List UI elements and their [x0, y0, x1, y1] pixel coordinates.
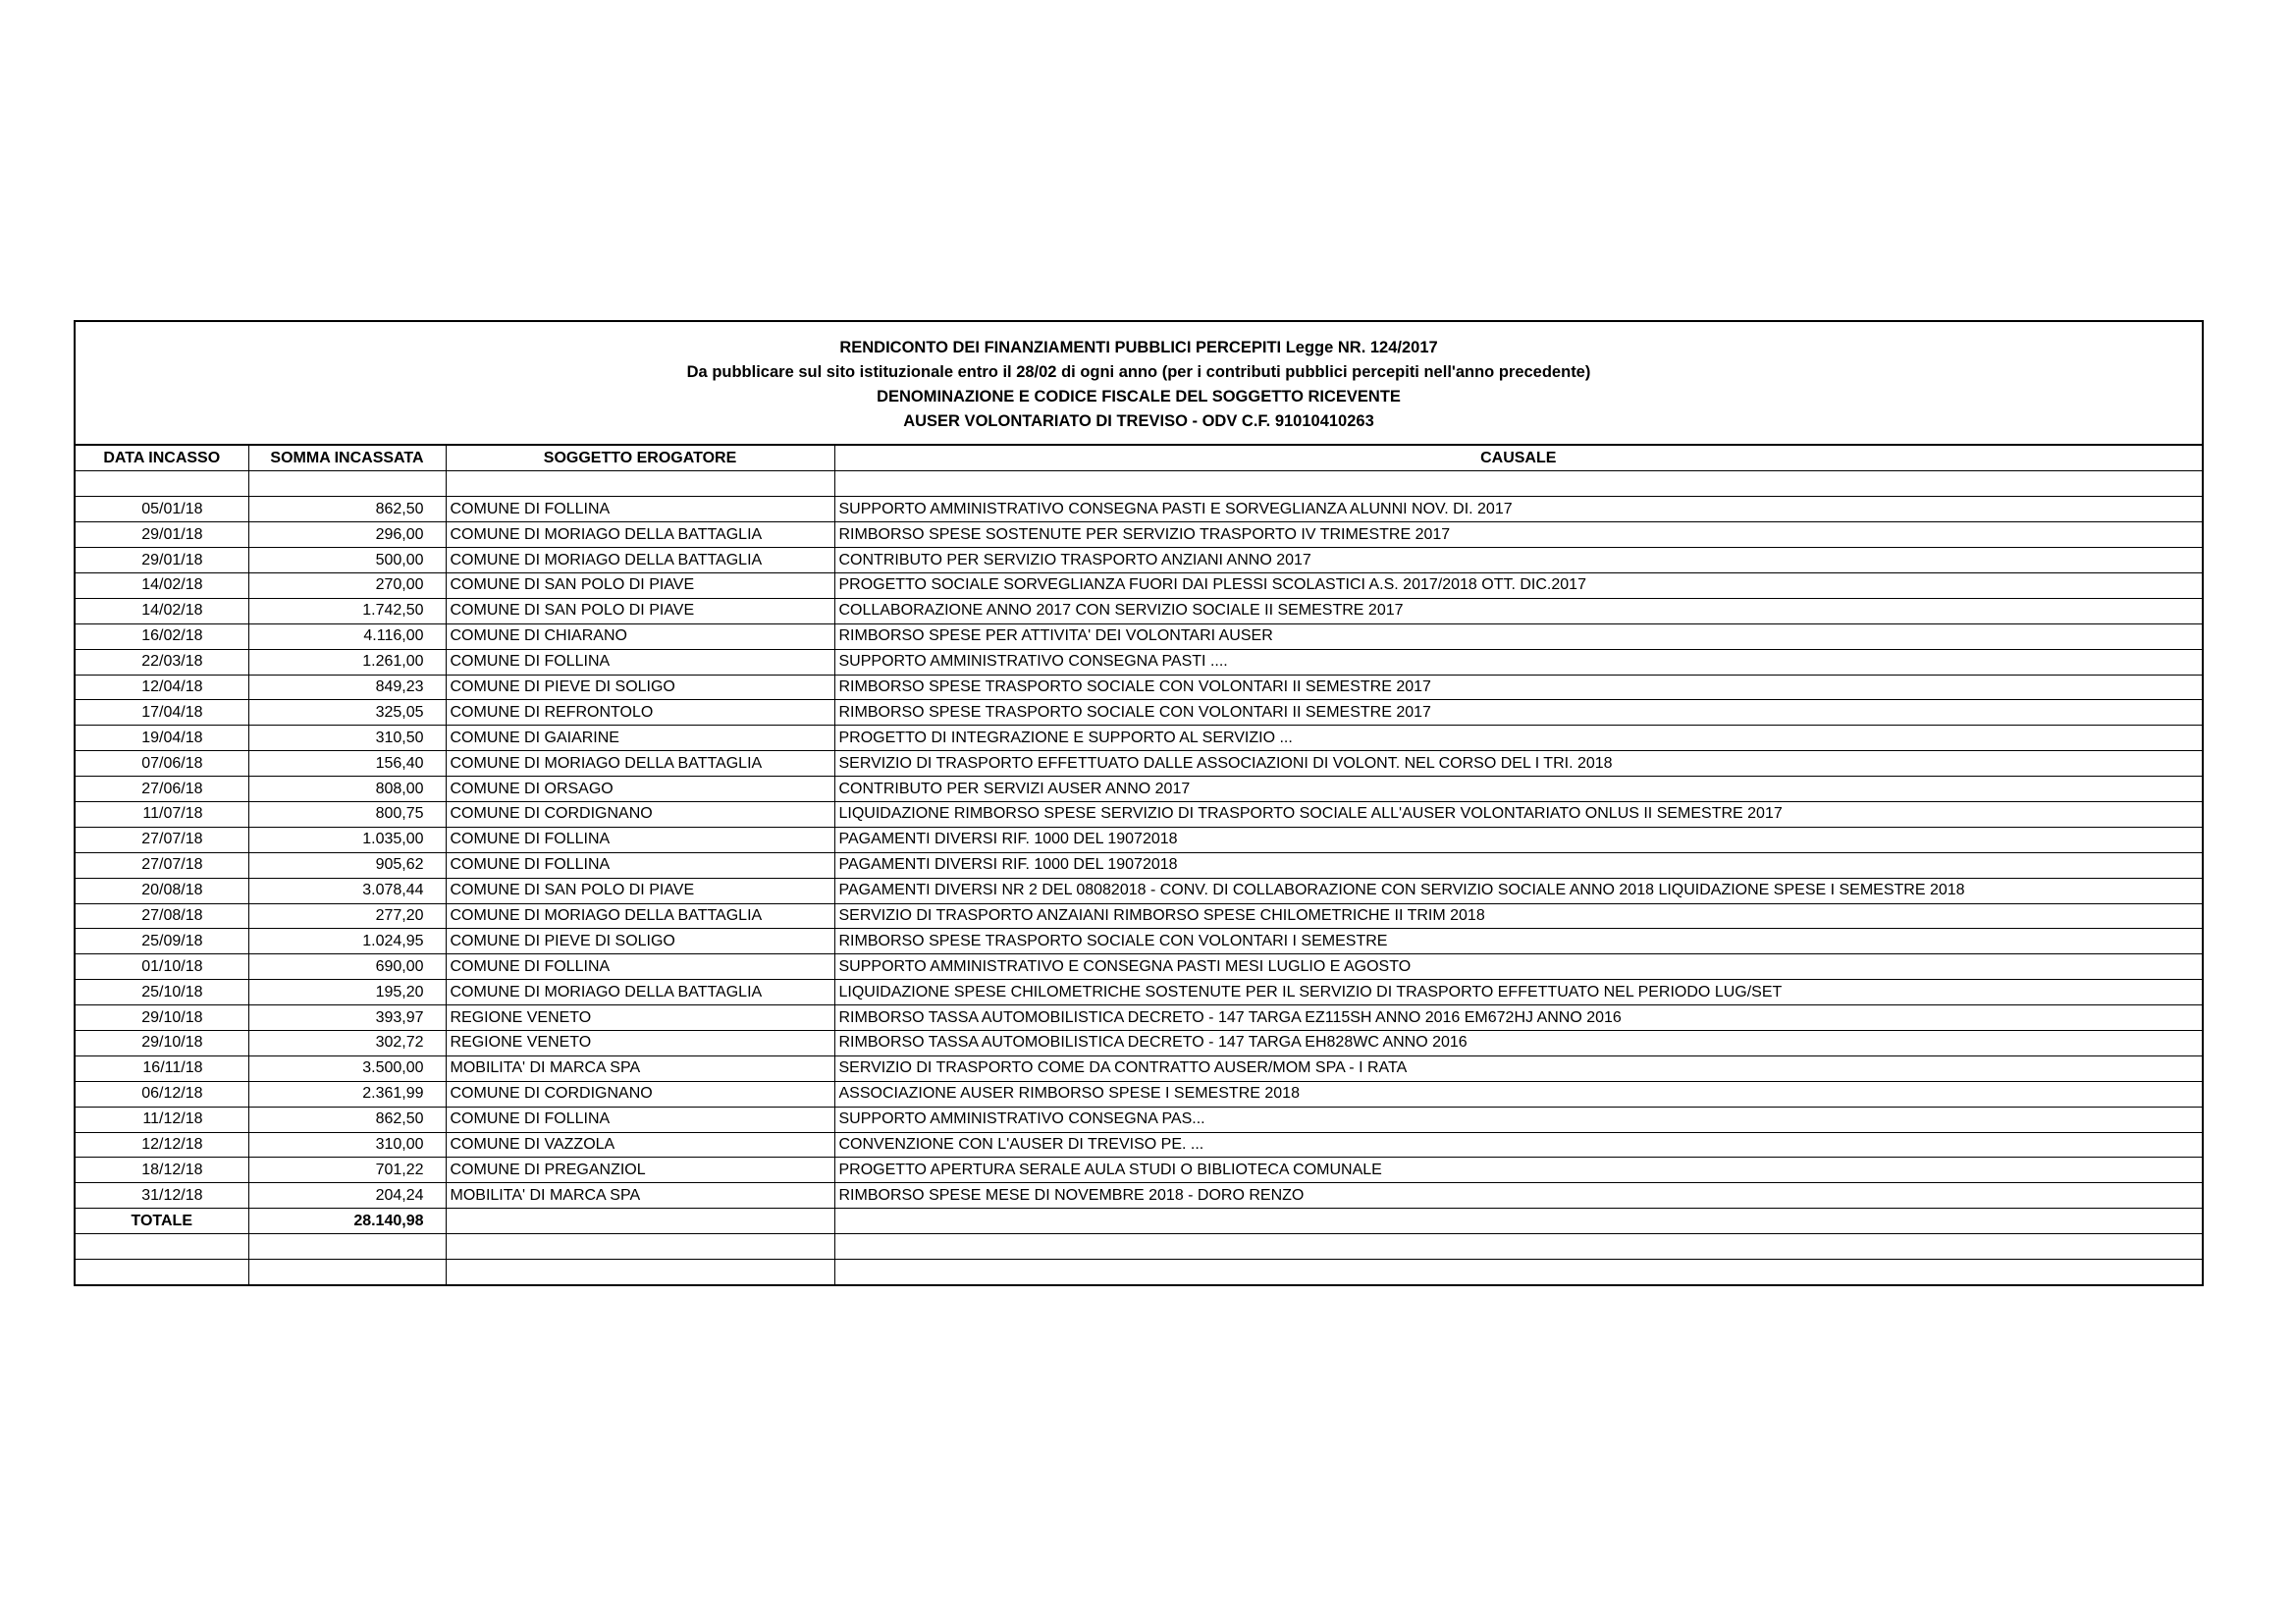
cell-date: 29/01/18: [76, 548, 248, 573]
cell-date: 25/10/18: [76, 980, 248, 1005]
empty-cell: [76, 1234, 248, 1260]
cell-payer: COMUNE DI SAN POLO DI PIAVE: [446, 878, 834, 903]
cell-amount: 1.035,00: [248, 827, 446, 852]
report-header: [76, 322, 2202, 446]
cell-amount: 1.261,00: [248, 649, 446, 675]
cell-amount: 393,97: [248, 1005, 446, 1031]
report-sheet: [74, 320, 2204, 1286]
cell-date: 14/02/18: [76, 598, 248, 623]
cell-reason: RIMBORSO SPESE TRASPORTO SOCIALE CON VOLONTARI II SEMESTRE 2017: [834, 675, 2202, 700]
cell-amount: 905,62: [248, 852, 446, 878]
cell-amount: 2.361,99: [248, 1081, 446, 1107]
cell-date: 27/07/18: [76, 827, 248, 852]
cell-payer: COMUNE DI REFRONTOLO: [446, 700, 834, 726]
table-row: [76, 827, 2202, 852]
empty-cell: [248, 1234, 446, 1260]
table-row: [76, 598, 2202, 623]
cell-amount: 500,00: [248, 548, 446, 573]
table-body: [76, 471, 2202, 1285]
cell-reason: PAGAMENTI DIVERSI RIF. 1000 DEL 19072018: [834, 827, 2202, 852]
cell-date: 05/01/18: [76, 497, 248, 522]
empty-row: [76, 471, 2202, 497]
cell-reason: CONTRIBUTO PER SERVIZIO TRASPORTO ANZIANI ANNO 2017: [834, 548, 2202, 573]
cell-reason: RIMBORSO TASSA AUTOMOBILISTICA DECRETO - 147 TARGA EH828WC ANNO 2016: [834, 1030, 2202, 1055]
recipient-name: AUSER VOLONTARIATO DI TREVISO - ODV C.F. 91010410263: [903, 412, 1374, 430]
column-header-amount: SOMMA INCASSATA: [248, 446, 446, 471]
table-row: [76, 1030, 2202, 1055]
cell-amount: 3.078,44: [248, 878, 446, 903]
cell-reason: RIMBORSO SPESE PER ATTIVITA' DEI VOLONTARI AUSER: [834, 623, 2202, 649]
cell-amount: 690,00: [248, 954, 446, 980]
empty-cell: [446, 1260, 834, 1285]
cell-amount: 1.742,50: [248, 598, 446, 623]
cell-date: 11/07/18: [76, 801, 248, 827]
cell-payer: COMUNE DI MORIAGO DELLA BATTAGLIA: [446, 522, 834, 548]
table-row: [76, 1107, 2202, 1132]
cell-reason: PAGAMENTI DIVERSI RIF. 1000 DEL 19072018: [834, 852, 2202, 878]
cell-amount: 310,50: [248, 726, 446, 751]
funding-table: [76, 446, 2202, 1284]
cell-reason: SERVIZIO DI TRASPORTO ANZAIANI RIMBORSO SPESE CHILOMETRICHE II TRIM 2018: [834, 903, 2202, 929]
empty-cell: [248, 471, 446, 497]
table-row: [76, 700, 2202, 726]
empty-cell: [446, 471, 834, 497]
cell-reason: SUPPORTO AMMINISTRATIVO CONSEGNA PAS...: [834, 1107, 2202, 1132]
table-row: [76, 903, 2202, 929]
cell-amount: 3.500,00: [248, 1055, 446, 1081]
cell-payer: COMUNE DI PREGANZIOL: [446, 1158, 834, 1183]
cell-payer: COMUNE DI MORIAGO DELLA BATTAGLIA: [446, 751, 834, 777]
cell-payer: COMUNE DI GAIARINE: [446, 726, 834, 751]
cell-date: 16/02/18: [76, 623, 248, 649]
cell-payer: COMUNE DI SAN POLO DI PIAVE: [446, 598, 834, 623]
cell-reason: RIMBORSO TASSA AUTOMOBILISTICA DECRETO - 147 TARGA EZ115SH ANNO 2016 EM672HJ ANNO 2016: [834, 1005, 2202, 1031]
table-row: [76, 649, 2202, 675]
cell-reason: CONTRIBUTO PER SERVIZI AUSER ANNO 2017: [834, 777, 2202, 802]
cell-payer: REGIONE VENETO: [446, 1030, 834, 1055]
table-row: [76, 1081, 2202, 1107]
empty-row: [76, 1260, 2202, 1285]
report-subtitle: Da pubblicare sul sito istituzionale entro il 28/02 di ogni anno (per i contributi pubblici percepiti nell'anno precedente): [686, 363, 1591, 381]
cell-amount: 701,22: [248, 1158, 446, 1183]
cell-payer: COMUNE DI PIEVE DI SOLIGO: [446, 929, 834, 954]
cell-reason: PROGETTO APERTURA SERALE AULA STUDI O BIBLIOTECA COMUNALE: [834, 1158, 2202, 1183]
cell-payer: COMUNE DI VAZZOLA: [446, 1132, 834, 1158]
cell-amount: 156,40: [248, 751, 446, 777]
table-row: [76, 623, 2202, 649]
cell-amount: 270,00: [248, 572, 446, 598]
cell-reason: RIMBORSO SPESE MESE DI NOVEMBRE 2018 - DORO RENZO: [834, 1183, 2202, 1209]
table-row: [76, 1005, 2202, 1031]
cell-amount: 204,24: [248, 1183, 446, 1209]
cell-payer: MOBILITA' DI MARCA SPA: [446, 1183, 834, 1209]
cell-reason: LIQUIDAZIONE SPESE CHILOMETRICHE SOSTENUTE PER IL SERVIZIO DI TRASPORTO EFFETTUATO NEL PERIODO LUG/SET: [834, 980, 2202, 1005]
cell-date: 11/12/18: [76, 1107, 248, 1132]
cell-date: 12/12/18: [76, 1132, 248, 1158]
cell-payer: REGIONE VENETO: [446, 1005, 834, 1031]
table-row: [76, 675, 2202, 700]
table-row: [76, 852, 2202, 878]
cell-date: 18/12/18: [76, 1158, 248, 1183]
cell-reason: SUPPORTO AMMINISTRATIVO CONSEGNA PASTI ....: [834, 649, 2202, 675]
empty-cell: [76, 1260, 248, 1285]
cell-date: 01/10/18: [76, 954, 248, 980]
cell-payer: MOBILITA' DI MARCA SPA: [446, 1055, 834, 1081]
table-row: [76, 980, 2202, 1005]
table-row: [76, 751, 2202, 777]
cell-amount: 325,05: [248, 700, 446, 726]
table-row: [76, 522, 2202, 548]
table-row: [76, 801, 2202, 827]
cell-reason: SERVIZIO DI TRASPORTO COME DA CONTRATTO AUSER/MOM SPA - I RATA: [834, 1055, 2202, 1081]
empty-cell: [76, 471, 248, 497]
cell-payer: COMUNE DI FOLLINA: [446, 827, 834, 852]
cell-payer: COMUNE DI FOLLINA: [446, 1107, 834, 1132]
total-label: TOTALE: [76, 1209, 248, 1234]
column-header-reason: CAUSALE: [834, 446, 2202, 471]
cell-date: 29/01/18: [76, 522, 248, 548]
cell-date: 27/07/18: [76, 852, 248, 878]
cell-payer: COMUNE DI MORIAGO DELLA BATTAGLIA: [446, 980, 834, 1005]
table-row: [76, 1132, 2202, 1158]
cell-payer: COMUNE DI CHIARANO: [446, 623, 834, 649]
recipient-heading: DENOMINAZIONE E CODICE FISCALE DEL SOGGETTO RICEVENTE: [877, 388, 1401, 406]
empty-cell: [834, 1234, 2202, 1260]
table-header-row: [76, 446, 2202, 471]
empty-cell: [834, 471, 2202, 497]
empty-cell: [248, 1260, 446, 1285]
column-header-date: DATA INCASSO: [76, 446, 248, 471]
table-row: [76, 497, 2202, 522]
cell-amount: 862,50: [248, 497, 446, 522]
cell-reason: PROGETTO SOCIALE SORVEGLIANZA FUORI DAI PLESSI SCOLASTICI A.S. 2017/2018 OTT. DIC.2017: [834, 572, 2202, 598]
cell-date: 27/06/18: [76, 777, 248, 802]
cell-payer: COMUNE DI FOLLINA: [446, 954, 834, 980]
cell-date: 19/04/18: [76, 726, 248, 751]
cell-reason: RIMBORSO SPESE SOSTENUTE PER SERVIZIO TRASPORTO IV TRIMESTRE 2017: [834, 522, 2202, 548]
cell-payer: COMUNE DI FOLLINA: [446, 497, 834, 522]
cell-payer: COMUNE DI SAN POLO DI PIAVE: [446, 572, 834, 598]
cell-amount: 800,75: [248, 801, 446, 827]
table-row: [76, 1158, 2202, 1183]
cell-date: 17/04/18: [76, 700, 248, 726]
table-row: [76, 548, 2202, 573]
cell-date: 06/12/18: [76, 1081, 248, 1107]
cell-amount: 808,00: [248, 777, 446, 802]
table-row: [76, 1055, 2202, 1081]
table-row: [76, 572, 2202, 598]
cell-date: 29/10/18: [76, 1005, 248, 1031]
empty-cell: [834, 1260, 2202, 1285]
cell-payer: COMUNE DI CORDIGNANO: [446, 1081, 834, 1107]
cell-payer: COMUNE DI FOLLINA: [446, 649, 834, 675]
cell-reason: LIQUIDAZIONE RIMBORSO SPESE SERVIZIO DI TRASPORTO SOCIALE ALL'AUSER VOLONTARIATO ONLUS II SEMESTRE 2017: [834, 801, 2202, 827]
cell-reason: SUPPORTO AMMINISTRATIVO E CONSEGNA PASTI MESI LUGLIO E AGOSTO: [834, 954, 2202, 980]
table-row: [76, 929, 2202, 954]
cell-amount: 849,23: [248, 675, 446, 700]
empty-row: [76, 1234, 2202, 1260]
table-row: [76, 878, 2202, 903]
cell-date: 14/02/18: [76, 572, 248, 598]
empty-cell: [446, 1234, 834, 1260]
table-row: [76, 954, 2202, 980]
cell-date: 29/10/18: [76, 1030, 248, 1055]
cell-date: 31/12/18: [76, 1183, 248, 1209]
cell-payer: COMUNE DI MORIAGO DELLA BATTAGLIA: [446, 548, 834, 573]
cell-reason: COLLABORAZIONE ANNO 2017 CON SERVIZIO SOCIALE II SEMESTRE 2017: [834, 598, 2202, 623]
cell-date: 25/09/18: [76, 929, 248, 954]
table-row: [76, 777, 2202, 802]
cell-reason: CONVENZIONE CON L'AUSER DI TREVISO PE. ...: [834, 1132, 2202, 1158]
cell-amount: 277,20: [248, 903, 446, 929]
cell-date: 16/11/18: [76, 1055, 248, 1081]
cell-amount: 302,72: [248, 1030, 446, 1055]
total-amount: 28.140,98: [248, 1209, 446, 1234]
cell-reason: PROGETTO DI INTEGRAZIONE E SUPPORTO AL SERVIZIO ...: [834, 726, 2202, 751]
column-header-payer: SOGGETTO EROGATORE: [446, 446, 834, 471]
cell-date: 12/04/18: [76, 675, 248, 700]
cell-payer: COMUNE DI CORDIGNANO: [446, 801, 834, 827]
empty-cell: [834, 1209, 2202, 1234]
cell-amount: 4.116,00: [248, 623, 446, 649]
cell-amount: 195,20: [248, 980, 446, 1005]
cell-reason: RIMBORSO SPESE TRASPORTO SOCIALE CON VOLONTARI I SEMESTRE: [834, 929, 2202, 954]
cell-date: 20/08/18: [76, 878, 248, 903]
cell-payer: COMUNE DI PIEVE DI SOLIGO: [446, 675, 834, 700]
cell-reason: RIMBORSO SPESE TRASPORTO SOCIALE CON VOLONTARI II SEMESTRE 2017: [834, 700, 2202, 726]
cell-date: 22/03/18: [76, 649, 248, 675]
cell-amount: 310,00: [248, 1132, 446, 1158]
total-row: [76, 1209, 2202, 1234]
table-row: [76, 1183, 2202, 1209]
cell-reason: SERVIZIO DI TRASPORTO EFFETTUATO DALLE ASSOCIAZIONI DI VOLONT. NEL CORSO DEL I TRI. 2018: [834, 751, 2202, 777]
cell-reason: PAGAMENTI DIVERSI NR 2 DEL 08082018 - CONV. DI COLLABORAZIONE CON SERVIZIO SOCIALE ANNO 2018 LIQUIDAZIONE SPESE I SEMESTRE 2018: [834, 878, 2202, 903]
cell-date: 27/08/18: [76, 903, 248, 929]
cell-amount: 296,00: [248, 522, 446, 548]
table-row: [76, 726, 2202, 751]
report-title: RENDICONTO DEI FINANZIAMENTI PUBBLICI PERCEPITI Legge NR. 124/2017: [839, 339, 1438, 356]
cell-reason: ASSOCIAZIONE AUSER RIMBORSO SPESE I SEMESTRE 2018: [834, 1081, 2202, 1107]
cell-amount: 1.024,95: [248, 929, 446, 954]
cell-payer: COMUNE DI FOLLINA: [446, 852, 834, 878]
cell-payer: COMUNE DI ORSAGO: [446, 777, 834, 802]
empty-cell: [446, 1209, 834, 1234]
cell-payer: COMUNE DI MORIAGO DELLA BATTAGLIA: [446, 903, 834, 929]
cell-date: 07/06/18: [76, 751, 248, 777]
cell-reason: SUPPORTO AMMINISTRATIVO CONSEGNA PASTI E SORVEGLIANZA ALUNNI NOV. DI. 2017: [834, 497, 2202, 522]
cell-amount: 862,50: [248, 1107, 446, 1132]
